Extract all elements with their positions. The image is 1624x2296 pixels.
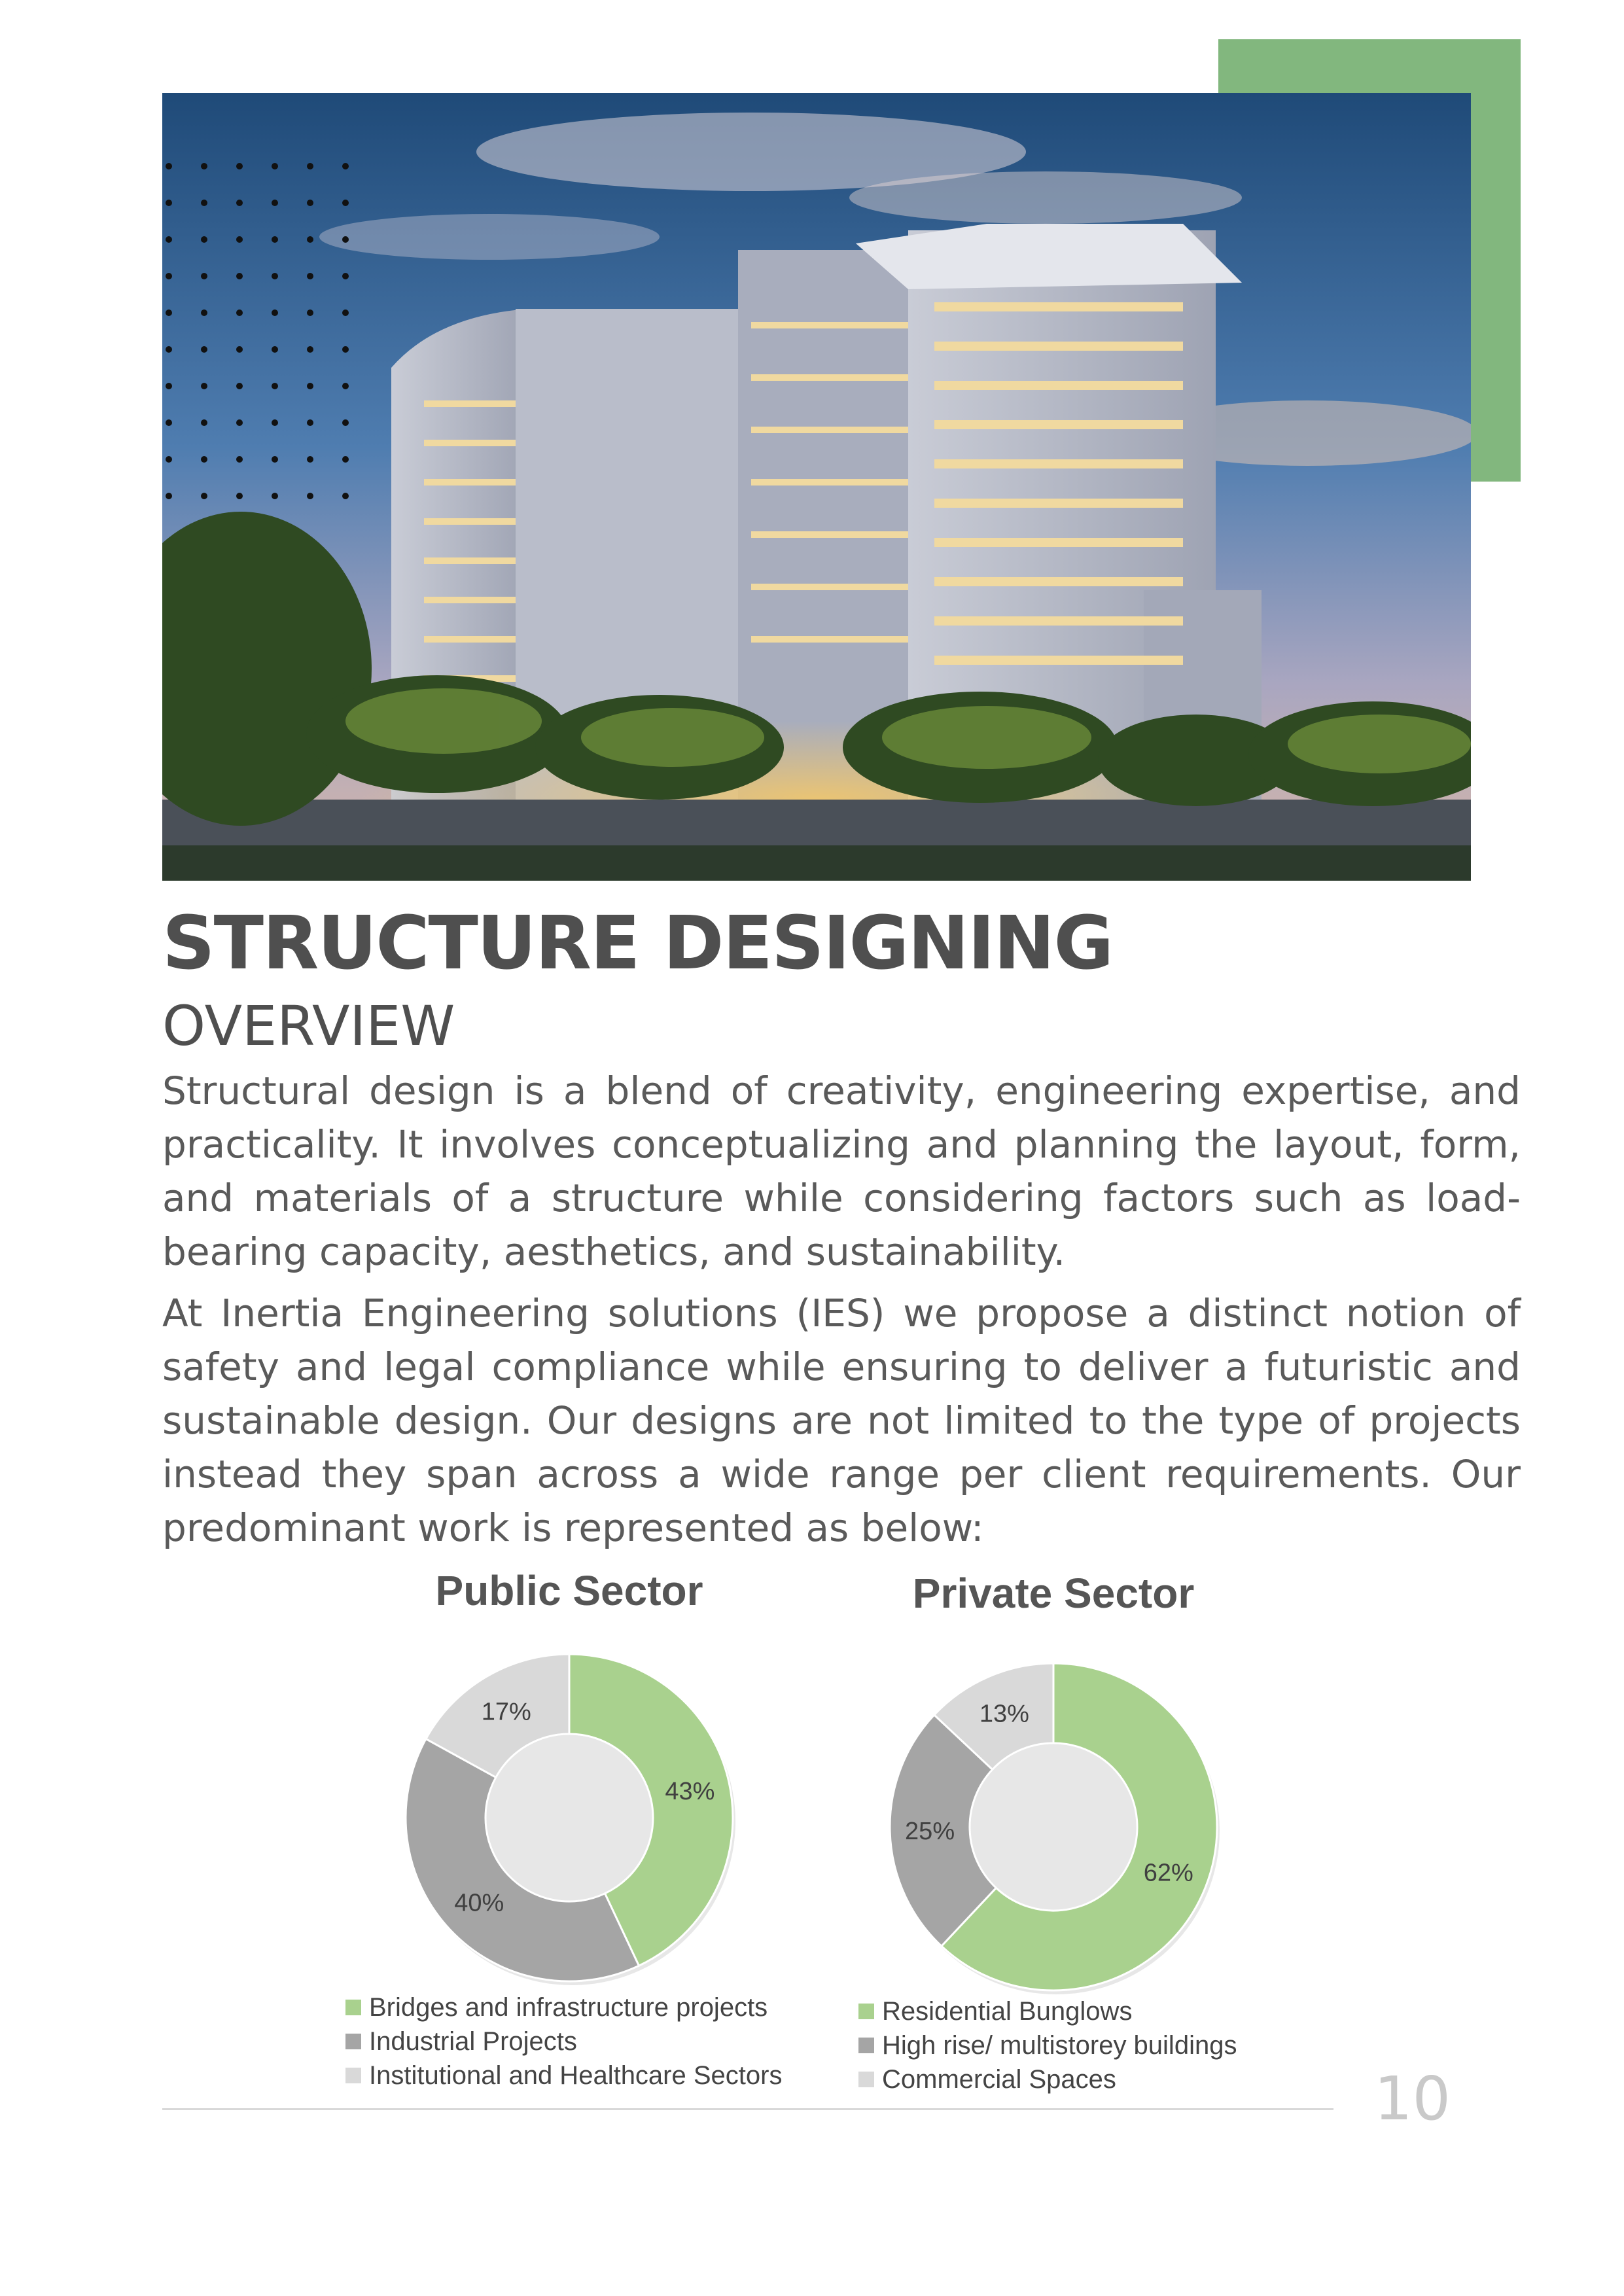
- public-sector-chart-title: Public Sector: [435, 1567, 703, 1614]
- legend-label: Commercial Spaces: [882, 2064, 1116, 2094]
- donut-data-label: 25%: [905, 1817, 955, 1845]
- public-sector-donut-chart: [393, 1641, 746, 1994]
- donut-data-label: 13%: [979, 1700, 1029, 1728]
- legend-swatch: [858, 2004, 874, 2019]
- page-number: 10: [1374, 2064, 1451, 2134]
- legend-label: Bridges and infrastructure projects: [369, 1992, 768, 2022]
- donut-data-label: 40%: [454, 1889, 504, 1917]
- section-subheading: OVERVIEW: [162, 994, 455, 1058]
- legend-swatch: [858, 2038, 874, 2053]
- footer-divider: [162, 2108, 1333, 2110]
- legend-swatch: [858, 2072, 874, 2087]
- legend-label: Residential Bunglows: [882, 1996, 1133, 2026]
- intro-paragraph: Structural design is a blend of creativity, engineering expertise, and practicality. It involves conceptualizing and planning the layout, form, and materials of a structure while considering factors such as load-bearing capacity, aesthetics, and sustainability.: [162, 1069, 1521, 1274]
- legend-swatch: [345, 2000, 361, 2015]
- legend-swatch: [345, 2034, 361, 2049]
- private-sector-donut-chart: [877, 1650, 1230, 2004]
- legend-entry: [345, 2058, 782, 2093]
- donut-data-label: 62%: [1143, 1859, 1193, 1887]
- public-sector-legend: [345, 1990, 782, 2093]
- private-sector-legend: [858, 1994, 1237, 2096]
- donut-data-label: 17%: [481, 1698, 531, 1726]
- legend-entry: [858, 1994, 1237, 2028]
- legend-entry: [345, 1990, 782, 2024]
- private-sector-chart-title: Private Sector: [912, 1570, 1195, 1617]
- page-heading: STRUCTURE DESIGNING: [162, 901, 1113, 986]
- legend-label: Institutional and Healthcare Sectors: [369, 2060, 783, 2090]
- legend-entry: [345, 2024, 782, 2058]
- decorative-dot-grid: [165, 162, 361, 516]
- ies-paragraph: At Inertia Engineering solutions (IES) we propose a distinct notion of safety and legal compliance while ensuring to deliver a futuristic and sustainable design. Our designs are not limited to the type of projects instead they span across a wide range per client requirements. Our predominant work is represented as below:: [162, 1291, 1521, 1550]
- donut-data-label: 43%: [665, 1777, 715, 1805]
- legend-label: Industrial Projects: [369, 2026, 577, 2056]
- legend-label: High rise/ multistorey buildings: [882, 2030, 1237, 2060]
- legend-entry: [858, 2062, 1237, 2096]
- legend-swatch: [345, 2068, 361, 2083]
- legend-entry: [858, 2028, 1237, 2062]
